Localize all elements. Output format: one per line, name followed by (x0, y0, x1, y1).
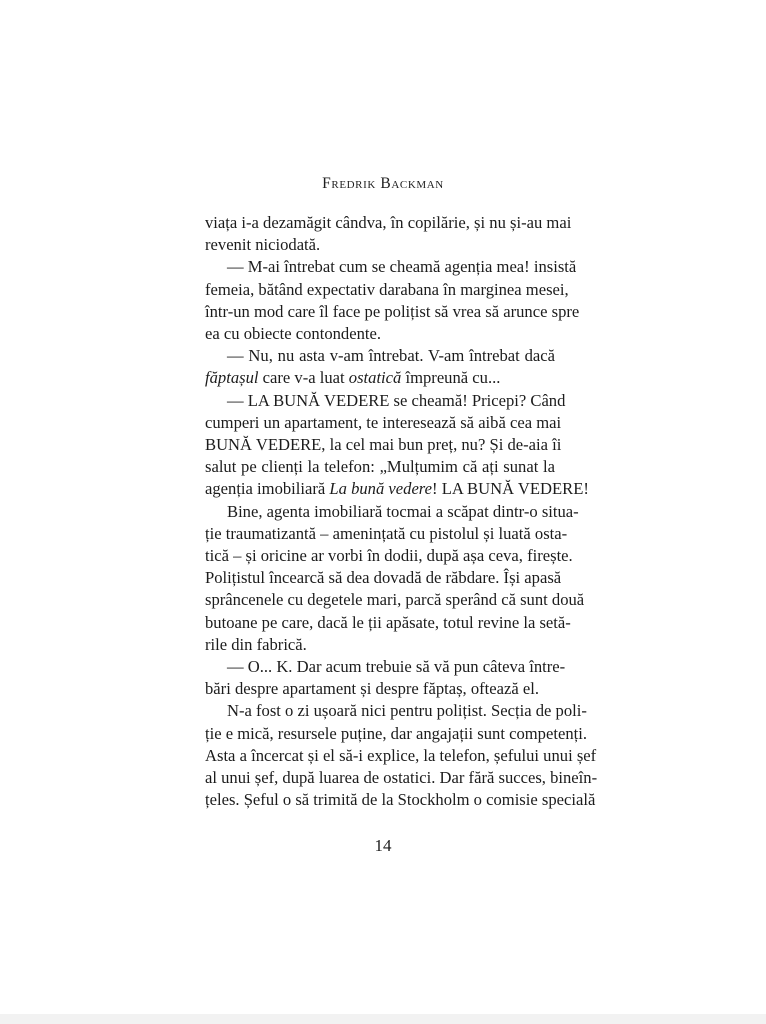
italic-text: ostatică (348, 368, 402, 388)
text-line (205, 390, 566, 412)
text-run: Bine, agenta imobiliară tocmai a scăpat dintr-o situa- (227, 501, 579, 521)
text-line (205, 523, 568, 545)
text-run: revenit niciodată. (205, 235, 321, 255)
text-line (205, 367, 555, 389)
text-line (205, 456, 555, 478)
text-run: ție e mică, resursele puține, dar angajații sunt competenți. (205, 723, 587, 743)
text-line (205, 789, 596, 811)
text-line (205, 478, 589, 500)
text-run: cumperi un apartament, te interesează să aibă cea mai (205, 412, 562, 432)
text-line (205, 545, 573, 567)
text-line (205, 279, 569, 301)
text-line (205, 434, 562, 456)
text-run: rile din fabrică. (205, 634, 307, 654)
text-line (205, 301, 580, 323)
text-run: N-a fost o zi ușoară nici pentru polițist. Secția de poli- (227, 701, 587, 721)
text-run: ! LA BUNĂ VEDERE! (432, 479, 589, 499)
text-line (205, 345, 555, 367)
text-run: al unui șef, după luarea de ostatici. Dar fără succes, bineîn- (205, 768, 598, 788)
text-run: viața i-a dezamăgit cândva, în copilărie, și nu și-au mai (205, 213, 572, 232)
text-line (205, 501, 579, 523)
text-line (205, 634, 555, 656)
text-run: femeia, bătând expectativ darabana în marginea mesei, (205, 279, 569, 299)
text-run: ție traumatizantă – amenințată cu pistolul și luată osta- (205, 523, 568, 543)
text-line (205, 678, 555, 700)
page-number: 14 (374, 836, 392, 855)
text-line (205, 412, 562, 434)
text-run: agenția imobiliară (205, 479, 330, 499)
text-line (205, 323, 555, 345)
text-line (205, 212, 572, 234)
italic-text: La bună vedere (329, 479, 433, 499)
text-line (205, 256, 577, 278)
text-run: tică – și oricine ar vorbi în dodii, după așa ceva, firește. (205, 546, 573, 566)
text-run: — Nu, nu asta v-am întrebat. V-am întrebat dacă (227, 346, 555, 366)
text-run: salut pe clienți la telefon: „Mulțumim că ați sunat la (205, 457, 555, 477)
text-run: — LA BUNĂ VEDERE se cheamă! Pricepi? Când (227, 390, 566, 410)
text-line (205, 567, 562, 589)
text-line (205, 700, 587, 722)
text-run: Polițistul încearcă să dea dovadă de răbdare. Își apasă (205, 568, 562, 588)
text-run: — M-ai întrebat cum se cheamă agenția mea! insistă (227, 257, 577, 277)
text-line (205, 767, 598, 789)
text-run: BUNĂ VEDERE, la cel mai bun preț, nu? Și de-aia îi (205, 435, 562, 455)
text-line (205, 723, 587, 745)
text-run: care v-a luat (258, 368, 349, 388)
text-run: țeles. Șeful o să trimită de la Stockholm o comisie specială (205, 790, 596, 810)
body-text (205, 212, 598, 811)
text-line (205, 656, 566, 678)
text-line (205, 234, 555, 256)
text-run: — O... K. Dar acum trebuie să vă pun câteva între- (227, 657, 566, 677)
text-line (205, 612, 571, 634)
page-bottom-edge (0, 1014, 766, 1024)
text-run: ea cu obiecte contondente. (205, 324, 381, 344)
text-run: sprâncenele cu degetele mari, parcă sperând că sunt două (205, 590, 585, 610)
italic-text: făptașul (205, 368, 259, 388)
text-run: bări despre apartament și despre făptaș, oftează el. (205, 679, 540, 699)
running-head-author: Fredrik Backman (322, 175, 444, 192)
text-line (205, 589, 585, 611)
text-run: împreună cu... (401, 368, 501, 388)
text-run: Asta a încercat și el să-i explice, la telefon, șefului unui șef (205, 745, 597, 765)
text-run: butoane pe care, dacă le ții apăsate, totul revine la setă- (205, 612, 571, 632)
text-line (205, 745, 597, 767)
text-run: într-un mod care îl face pe polițist să vrea să arunce spre (205, 301, 580, 321)
